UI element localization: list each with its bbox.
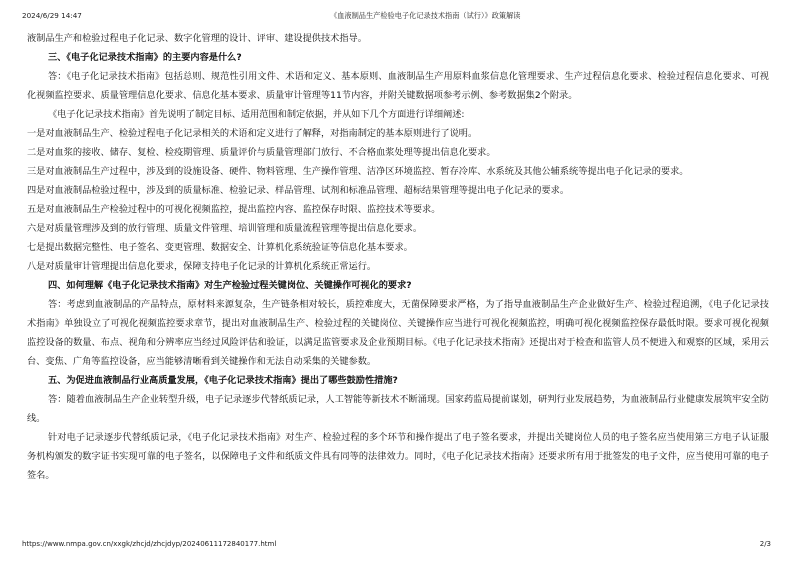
paragraph: 液制品生产和检验过程电子化记录、数字化管理的设计、评审、建设提供技术指导。 <box>27 33 367 44</box>
page-number: 2/3 <box>759 540 771 548</box>
section-heading: 五、为促进血液制品行业高质量发展，《电子化记录技术指南》提出了哪些鼓励性措施? <box>48 375 398 386</box>
print-datetime: 2024/6/29 14:47 <box>22 11 82 20</box>
paragraph: 三是对血液制品生产过程中，涉及到的设施设备、硬件、物料管理、生产操作管理、洁净区环境监控、暂存冷库、水系统及其他公辅系统等提出电子化记录的要求。 <box>27 166 689 177</box>
page-title: 《血液制品生产检验电子化记录技术指南（试行）》政策解读 <box>330 11 521 20</box>
paragraph: 八是对质量审计管理提出信息化要求，保障支持电子化记录的计算机化系统正常运行。 <box>27 261 377 272</box>
paragraph: 四是对血液制品检验过程中，涉及到的质量标准、检验记录、样品管理、试剂和标准品管理、超标结果管理等提出电子化记录的要求。 <box>27 185 570 196</box>
paragraph: 针对电子记录逐步代替纸质记录，《电子化记录技术指南》对生产、检验过程的多个环节和操作提出了电子签名要求，并提出关键岗位人员的电子签名应当使用第三方电子认证服务机构颁发的数字证书实现可靠的电子签名，以保障电子文件和纸质文件具有同等的法律效力。同时，《电子化记录技术指南》还要求所有用于批签发的电子文件，应当使用可靠的电子签名。 <box>27 432 769 481</box>
paragraph: 答：《电子化记录技术指南》包括总则、规范性引用文件、术语和定义、基本原则、血液制品生产用原料血浆信息化管理要求、生产过程信息化要求、检验过程信息化要求、可视化视频监控要求、质量管理信息化要求、信息化基本要求、质量审计管理等11节内容，并附关键数据项参考示例、参考数据集2个附录。 <box>27 71 769 101</box>
paragraph: 六是对质量管理涉及到的放行管理、质量文件管理、培训管理和质量流程管理等提出信息化要求。 <box>27 223 423 234</box>
paragraph: 二是对血浆的接收、储存、复检、检疫期管理、质量评价与质量管理部门放行、不合格血浆处理等提出信息化要求。 <box>27 147 496 158</box>
section-heading: 三、《电子化记录技术指南》的主要内容是什么? <box>48 52 242 63</box>
article-body <box>27 29 769 485</box>
paragraph: 答：随着血液制品生产企业转型升级，电子记录逐步代替纸质记录，人工智能等新技术不断涌现。国家药监局提前谋划，研判行业发展趋势，为血液制品行业健康发展筑牢安全防线。 <box>27 394 769 424</box>
paragraph: 五是对血液制品生产检验过程中的可视化视频监控，提出监控内容、监控保存时限、监控技术等要求。 <box>27 204 441 215</box>
paragraph: 七是提出数据完整性、电子签名、变更管理、数据安全、计算机化系统验证等信息化基本要求。 <box>27 242 413 253</box>
paragraph: 《电子化记录技术指南》首先说明了制定目标、适用范围和制定依据，并从如下几个方面进行详细阐述: <box>48 109 465 120</box>
paragraph: 一是对血液制品生产、检验过程电子化记录相关的术语和定义进行了解释，对指南制定的基本原则进行了说明。 <box>27 128 478 139</box>
page-url[interactable]: https://www.nmpa.gov.cn/xxgk/zhcjd/zhcjdyp/20240611172840177.html <box>22 540 277 548</box>
paragraph: 答：考虑到血液制品的产品特点，原材料来源复杂，生产链条相对较长，质控难度大，无菌保障要求严格，为了指导血液制品生产企业做好生产、检验过程追溯，《电子化记录技术指南》单独设立了可视化视频监控要求章节，提出对血液制品生产、检验过程的关键岗位、关键操作应当进行可视化视频监控，明确可视化视频监控保存最低时限。要求可视化视频监控设备的数量、布点、视角和分辨率应当经过风险评估和验证，以满足监管要求及企业预期目标。《电子化记录技术指南》还提出对于检查和监管人员不便进入和观察的区域，采用云台、变焦、广角等监控设备，应当能够清晰看到关键操作和无法自动采集的关键参数。 <box>27 299 769 367</box>
section-heading: 四、如何理解《电子化记录技术指南》对生产检验过程关键岗位、关键操作可视化的要求? <box>48 280 412 291</box>
